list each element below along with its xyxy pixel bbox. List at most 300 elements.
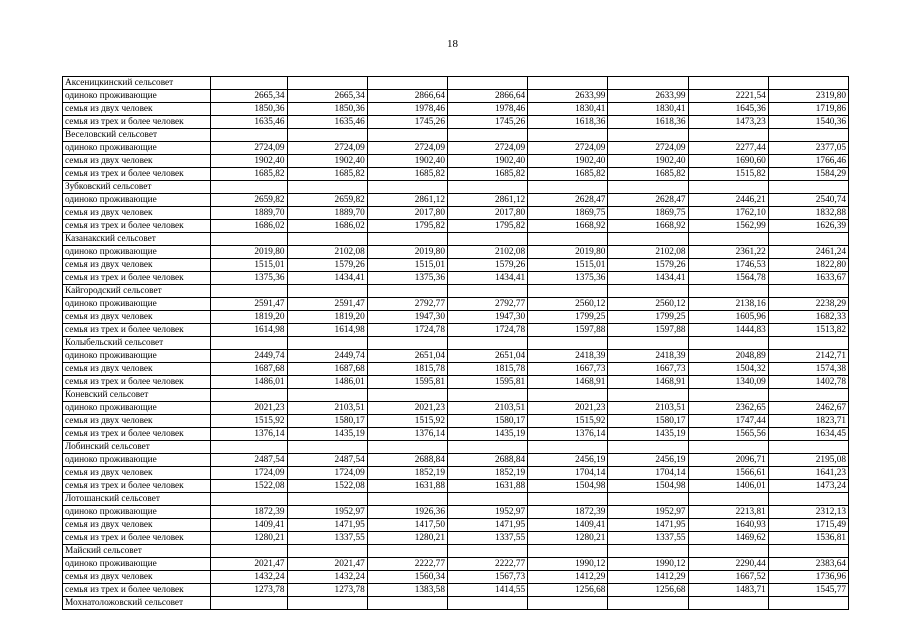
value-cell: 1432,24	[211, 571, 287, 584]
value-cell: 1852,19	[367, 467, 447, 480]
empty-cell	[447, 389, 527, 402]
value-cell: 1515,01	[528, 259, 608, 272]
value-cell: 1515,92	[367, 415, 447, 428]
value-cell: 2319,80	[768, 90, 848, 103]
value-cell: 1409,41	[211, 519, 287, 532]
empty-cell	[528, 389, 608, 402]
value-cell: 1280,21	[528, 532, 608, 545]
value-cell: 2102,08	[287, 246, 367, 259]
value-cell: 2866,64	[367, 90, 447, 103]
empty-cell	[287, 337, 367, 350]
section-header-row	[63, 233, 849, 246]
section-header-row	[63, 545, 849, 558]
empty-cell	[287, 285, 367, 298]
value-cell: 1565,56	[688, 428, 768, 441]
empty-cell	[608, 181, 688, 194]
value-cell: 1402,78	[768, 376, 848, 389]
value-cell: 1280,21	[367, 532, 447, 545]
value-cell: 1902,40	[211, 155, 287, 168]
value-cell: 2362,65	[688, 402, 768, 415]
empty-cell	[608, 389, 688, 402]
value-cell: 1595,81	[367, 376, 447, 389]
value-cell: 1747,44	[688, 415, 768, 428]
table-row	[63, 272, 849, 285]
table-row	[63, 168, 849, 181]
table-row	[63, 480, 849, 493]
table-row	[63, 207, 849, 220]
value-cell: 1471,95	[608, 519, 688, 532]
row-label: одиноко проживающие	[63, 558, 211, 571]
value-cell: 1337,55	[608, 532, 688, 545]
value-cell: 1412,29	[608, 571, 688, 584]
table-row	[63, 311, 849, 324]
section-header-row	[63, 597, 849, 610]
value-cell: 1574,38	[768, 363, 848, 376]
empty-cell	[287, 389, 367, 402]
empty-cell	[528, 129, 608, 142]
value-cell: 1952,97	[287, 506, 367, 519]
empty-cell	[528, 597, 608, 610]
value-cell: 2290,44	[688, 558, 768, 571]
value-cell: 1686,02	[287, 220, 367, 233]
value-cell: 2659,82	[287, 194, 367, 207]
empty-cell	[608, 77, 688, 90]
value-cell: 1406,01	[688, 480, 768, 493]
empty-cell	[608, 597, 688, 610]
empty-cell	[608, 337, 688, 350]
value-cell: 1686,02	[211, 220, 287, 233]
value-cell: 1471,95	[287, 519, 367, 532]
value-cell: 2418,39	[608, 350, 688, 363]
value-cell: 2724,09	[608, 142, 688, 155]
value-cell: 1926,36	[367, 506, 447, 519]
empty-cell	[211, 597, 287, 610]
value-cell: 1560,34	[367, 571, 447, 584]
value-cell: 2021,47	[211, 558, 287, 571]
empty-cell	[768, 441, 848, 454]
value-cell: 1704,14	[528, 467, 608, 480]
value-cell: 1978,46	[447, 103, 527, 116]
table-row	[63, 116, 849, 129]
row-label: одиноко проживающие	[63, 246, 211, 259]
value-cell: 1566,61	[688, 467, 768, 480]
value-cell: 1513,82	[768, 324, 848, 337]
value-cell: 1682,33	[768, 311, 848, 324]
table-row	[63, 454, 849, 467]
empty-cell	[367, 181, 447, 194]
value-cell: 1580,17	[447, 415, 527, 428]
value-cell: 2456,19	[528, 454, 608, 467]
value-cell: 1668,92	[528, 220, 608, 233]
value-cell: 2462,67	[768, 402, 848, 415]
value-cell: 1685,82	[447, 168, 527, 181]
table-row	[63, 350, 849, 363]
value-cell: 1515,01	[367, 259, 447, 272]
value-cell: 1634,45	[768, 428, 848, 441]
value-cell: 2792,77	[447, 298, 527, 311]
row-label: семья из трех и более человек	[63, 480, 211, 493]
empty-cell	[211, 493, 287, 506]
value-cell: 1486,01	[287, 376, 367, 389]
value-cell: 1746,53	[688, 259, 768, 272]
table-row	[63, 467, 849, 480]
value-cell: 2456,19	[608, 454, 688, 467]
value-cell: 2021,23	[211, 402, 287, 415]
value-cell: 2048,89	[688, 350, 768, 363]
value-cell: 2861,12	[367, 194, 447, 207]
value-cell: 1468,91	[608, 376, 688, 389]
empty-cell	[367, 389, 447, 402]
empty-cell	[367, 77, 447, 90]
empty-cell	[528, 337, 608, 350]
value-cell: 2019,80	[367, 246, 447, 259]
value-cell: 2665,34	[211, 90, 287, 103]
value-cell: 2102,08	[608, 246, 688, 259]
value-cell: 1375,36	[528, 272, 608, 285]
value-cell: 2633,99	[528, 90, 608, 103]
table-row	[63, 415, 849, 428]
value-cell: 2213,81	[688, 506, 768, 519]
empty-cell	[211, 337, 287, 350]
value-cell: 1685,82	[528, 168, 608, 181]
value-cell: 1640,93	[688, 519, 768, 532]
value-cell: 1256,68	[608, 584, 688, 597]
value-cell: 1618,36	[528, 116, 608, 129]
table-row	[63, 402, 849, 415]
row-label: семья из трех и более человек	[63, 532, 211, 545]
empty-cell	[447, 285, 527, 298]
value-cell: 1618,36	[608, 116, 688, 129]
empty-cell	[367, 597, 447, 610]
row-label: семья из трех и более человек	[63, 324, 211, 337]
section-name: Колыбельский сельсовет	[63, 337, 211, 350]
empty-cell	[367, 285, 447, 298]
value-cell: 1605,96	[688, 311, 768, 324]
section-name: Аксеницкинский сельсовет	[63, 77, 211, 90]
value-cell: 1850,36	[211, 103, 287, 116]
table-body	[63, 77, 849, 610]
value-cell: 1444,83	[688, 324, 768, 337]
value-cell: 1724,09	[287, 467, 367, 480]
value-cell: 1280,21	[211, 532, 287, 545]
value-cell: 2222,77	[367, 558, 447, 571]
empty-cell	[367, 233, 447, 246]
value-cell: 1990,12	[608, 558, 688, 571]
value-cell: 1832,88	[768, 207, 848, 220]
value-cell: 2221,54	[688, 90, 768, 103]
value-cell: 1540,36	[768, 116, 848, 129]
empty-cell	[688, 493, 768, 506]
value-cell: 2222,77	[447, 558, 527, 571]
empty-cell	[211, 285, 287, 298]
row-label: семья из трех и более человек	[63, 272, 211, 285]
empty-cell	[768, 493, 848, 506]
empty-cell	[528, 493, 608, 506]
row-label: семья из трех и более человек	[63, 168, 211, 181]
row-label: семья из двух человек	[63, 363, 211, 376]
row-label: одиноко проживающие	[63, 454, 211, 467]
empty-cell	[768, 77, 848, 90]
value-cell: 1724,78	[447, 324, 527, 337]
value-cell: 2628,47	[528, 194, 608, 207]
value-cell: 2866,64	[447, 90, 527, 103]
empty-cell	[688, 181, 768, 194]
empty-cell	[528, 233, 608, 246]
value-cell: 2724,09	[528, 142, 608, 155]
value-cell: 2377,05	[768, 142, 848, 155]
empty-cell	[211, 181, 287, 194]
table-row	[63, 506, 849, 519]
table-row	[63, 220, 849, 233]
value-cell: 1536,81	[768, 532, 848, 545]
value-cell: 1434,41	[287, 272, 367, 285]
row-label: семья из двух человек	[63, 467, 211, 480]
empty-cell	[447, 597, 527, 610]
table-row	[63, 584, 849, 597]
value-cell: 1412,29	[528, 571, 608, 584]
row-label: одиноко проживающие	[63, 402, 211, 415]
value-cell: 1819,20	[287, 311, 367, 324]
empty-cell	[211, 233, 287, 246]
value-cell: 2487,54	[211, 454, 287, 467]
row-label: семья из двух человек	[63, 103, 211, 116]
value-cell: 1564,78	[688, 272, 768, 285]
value-cell: 2591,47	[287, 298, 367, 311]
value-cell: 1830,41	[608, 103, 688, 116]
empty-cell	[688, 545, 768, 558]
empty-cell	[211, 77, 287, 90]
empty-cell	[367, 493, 447, 506]
row-label: семья из двух человек	[63, 259, 211, 272]
empty-cell	[211, 129, 287, 142]
section-header-row	[63, 77, 849, 90]
value-cell: 1504,98	[608, 480, 688, 493]
empty-cell	[211, 441, 287, 454]
value-cell: 2651,04	[367, 350, 447, 363]
row-label: семья из двух человек	[63, 311, 211, 324]
value-cell: 1468,91	[528, 376, 608, 389]
value-cell: 1631,88	[367, 480, 447, 493]
value-cell: 1409,41	[528, 519, 608, 532]
value-cell: 1990,12	[528, 558, 608, 571]
empty-cell	[688, 233, 768, 246]
row-label: семья из двух человек	[63, 519, 211, 532]
value-cell: 1902,40	[367, 155, 447, 168]
empty-cell	[447, 181, 527, 194]
empty-cell	[447, 129, 527, 142]
empty-cell	[768, 285, 848, 298]
value-cell: 1504,98	[528, 480, 608, 493]
value-cell: 1486,01	[211, 376, 287, 389]
empty-cell	[447, 337, 527, 350]
row-label: одиноко проживающие	[63, 506, 211, 519]
empty-cell	[768, 233, 848, 246]
empty-cell	[528, 441, 608, 454]
value-cell: 1872,39	[528, 506, 608, 519]
value-cell: 1952,97	[447, 506, 527, 519]
value-cell: 1715,49	[768, 519, 848, 532]
value-cell: 1869,75	[528, 207, 608, 220]
value-cell: 1562,99	[688, 220, 768, 233]
value-cell: 1414,55	[447, 584, 527, 597]
value-cell: 1685,82	[287, 168, 367, 181]
section-name: Лобинский сельсовет	[63, 441, 211, 454]
value-cell: 1567,73	[447, 571, 527, 584]
value-cell: 1830,41	[528, 103, 608, 116]
row-label: семья из трех и более человек	[63, 376, 211, 389]
value-cell: 1614,98	[211, 324, 287, 337]
section-header-row	[63, 285, 849, 298]
table-row	[63, 142, 849, 155]
empty-cell	[287, 181, 367, 194]
table-row	[63, 324, 849, 337]
row-label: одиноко проживающие	[63, 298, 211, 311]
value-cell: 1795,82	[447, 220, 527, 233]
empty-cell	[367, 337, 447, 350]
empty-cell	[528, 77, 608, 90]
empty-cell	[211, 389, 287, 402]
value-cell: 1515,82	[688, 168, 768, 181]
section-name: Майский сельсовет	[63, 545, 211, 558]
value-cell: 2277,44	[688, 142, 768, 155]
empty-cell	[768, 597, 848, 610]
value-cell: 1383,58	[367, 584, 447, 597]
value-cell: 1417,50	[367, 519, 447, 532]
value-cell: 1799,25	[608, 311, 688, 324]
value-cell: 1579,26	[608, 259, 688, 272]
value-cell: 1823,71	[768, 415, 848, 428]
section-name: Коневский сельсовет	[63, 389, 211, 402]
value-cell: 1432,24	[287, 571, 367, 584]
value-cell: 2142,71	[768, 350, 848, 363]
section-header-row	[63, 389, 849, 402]
empty-cell	[287, 77, 367, 90]
row-label: одиноко проживающие	[63, 142, 211, 155]
value-cell: 2021,23	[367, 402, 447, 415]
row-label: одиноко проживающие	[63, 350, 211, 363]
value-cell: 1434,41	[447, 272, 527, 285]
empty-cell	[608, 441, 688, 454]
value-cell: 2560,12	[528, 298, 608, 311]
table-row	[63, 155, 849, 168]
value-cell: 1952,97	[608, 506, 688, 519]
value-cell: 1822,80	[768, 259, 848, 272]
empty-cell	[608, 129, 688, 142]
value-cell: 1667,52	[688, 571, 768, 584]
value-cell: 1745,26	[367, 116, 447, 129]
value-cell: 1522,08	[287, 480, 367, 493]
value-cell: 1376,14	[211, 428, 287, 441]
row-label: одиноко проживающие	[63, 194, 211, 207]
value-cell: 2418,39	[528, 350, 608, 363]
value-cell: 1685,82	[367, 168, 447, 181]
section-name: Кайгородский сельсовет	[63, 285, 211, 298]
section-name: Лотошанский сельсовет	[63, 493, 211, 506]
value-cell: 1597,88	[608, 324, 688, 337]
value-cell: 1584,29	[768, 168, 848, 181]
value-cell: 1641,23	[768, 467, 848, 480]
value-cell: 1515,01	[211, 259, 287, 272]
value-cell: 1724,09	[211, 467, 287, 480]
value-cell: 1469,62	[688, 532, 768, 545]
value-cell: 1667,73	[528, 363, 608, 376]
value-cell: 1687,68	[287, 363, 367, 376]
value-cell: 1736,96	[768, 571, 848, 584]
value-cell: 1515,92	[528, 415, 608, 428]
value-cell: 1580,17	[608, 415, 688, 428]
section-name: Веселовский сельсовет	[63, 129, 211, 142]
table-row	[63, 558, 849, 571]
value-cell: 2102,08	[447, 246, 527, 259]
value-cell: 2651,04	[447, 350, 527, 363]
value-cell: 1273,78	[211, 584, 287, 597]
value-cell: 1579,26	[287, 259, 367, 272]
value-cell: 1667,73	[608, 363, 688, 376]
empty-cell	[528, 181, 608, 194]
value-cell: 2861,12	[447, 194, 527, 207]
empty-cell	[447, 77, 527, 90]
value-cell: 2312,13	[768, 506, 848, 519]
empty-cell	[447, 233, 527, 246]
value-cell: 1850,36	[287, 103, 367, 116]
value-cell: 2724,09	[211, 142, 287, 155]
empty-cell	[367, 545, 447, 558]
value-cell: 1947,30	[367, 311, 447, 324]
table-row	[63, 532, 849, 545]
value-cell: 2103,51	[447, 402, 527, 415]
value-cell: 2103,51	[608, 402, 688, 415]
value-cell: 1795,82	[367, 220, 447, 233]
section-header-row	[63, 129, 849, 142]
section-header-row	[63, 441, 849, 454]
value-cell: 1635,46	[287, 116, 367, 129]
table-row	[63, 376, 849, 389]
value-cell: 2195,08	[768, 454, 848, 467]
value-cell: 2017,80	[447, 207, 527, 220]
value-cell: 1471,95	[447, 519, 527, 532]
empty-cell	[768, 545, 848, 558]
value-cell: 1799,25	[528, 311, 608, 324]
empty-cell	[287, 493, 367, 506]
section-header-row	[63, 337, 849, 350]
section-header-row	[63, 493, 849, 506]
value-cell: 2724,09	[367, 142, 447, 155]
value-cell: 1690,60	[688, 155, 768, 168]
empty-cell	[768, 129, 848, 142]
value-cell: 1902,40	[287, 155, 367, 168]
value-cell: 1473,23	[688, 116, 768, 129]
value-cell: 1724,78	[367, 324, 447, 337]
value-cell: 1685,82	[211, 168, 287, 181]
empty-cell	[528, 545, 608, 558]
value-cell: 1889,70	[287, 207, 367, 220]
row-label: семья из двух человек	[63, 207, 211, 220]
value-cell: 1687,68	[211, 363, 287, 376]
section-name: Зубковский сельсовет	[63, 181, 211, 194]
value-cell: 2449,74	[287, 350, 367, 363]
value-cell: 1595,81	[447, 376, 527, 389]
table-row	[63, 103, 849, 116]
value-cell: 1819,20	[211, 311, 287, 324]
value-cell: 2446,21	[688, 194, 768, 207]
value-cell: 2238,29	[768, 298, 848, 311]
value-cell: 1902,40	[528, 155, 608, 168]
value-cell: 1626,39	[768, 220, 848, 233]
section-header-row	[63, 181, 849, 194]
empty-cell	[287, 545, 367, 558]
value-cell: 2665,34	[287, 90, 367, 103]
value-cell: 2540,74	[768, 194, 848, 207]
